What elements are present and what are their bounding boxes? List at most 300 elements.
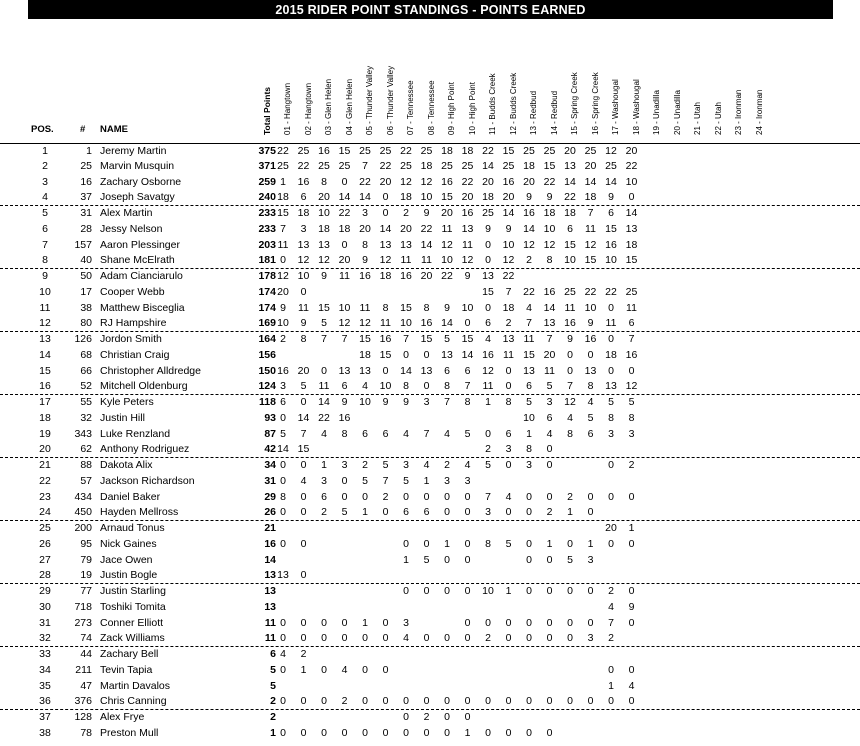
cell-round-points: 12: [359, 317, 371, 330]
cell-round-points: 16: [318, 145, 330, 157]
table-row: [0, 474, 860, 490]
cell-round-points: 0: [628, 490, 635, 503]
table-row: [0, 553, 860, 569]
cell-name: Zack Williams: [100, 632, 165, 645]
cell-round-points: 14: [502, 207, 515, 219]
cell-number: 126: [74, 333, 92, 345]
cell-round-points: 8: [444, 380, 450, 393]
cell-round-points: 25: [277, 159, 289, 172]
cell-total: 93: [264, 411, 276, 424]
cell-round-points: 7: [382, 474, 389, 487]
cell-round-points: 1: [567, 506, 573, 519]
cell-round-points: 9: [403, 396, 409, 408]
col-header-round: 11 - Budds Creek: [488, 73, 497, 135]
cell-round-points: 0: [526, 726, 532, 739]
col-header-pos: POS.: [31, 124, 54, 135]
cell-pos: 14: [39, 348, 51, 361]
cell-round-points: 0: [546, 443, 553, 456]
cell-round-points: 20: [625, 145, 638, 157]
cell-name: Zachary Bell: [100, 648, 159, 660]
cell-round-points: 22: [502, 270, 515, 282]
cell-round-points: 5: [423, 553, 430, 566]
cell-round-points: 16: [605, 238, 617, 251]
cell-round-points: 20: [564, 145, 576, 157]
cell-round-points: 0: [546, 632, 553, 645]
cell-round-points: 4: [403, 427, 409, 440]
cell-round-points: 13: [482, 270, 494, 282]
cell-round-points: 16: [564, 317, 576, 330]
cell-name: Mitchell Oldenburg: [100, 380, 188, 393]
cell-round-points: 15: [359, 333, 371, 345]
cell-round-points: 11: [400, 254, 412, 267]
cell-name: Justin Starling: [100, 585, 166, 597]
cell-round-points: 0: [526, 490, 532, 503]
cell-round-points: 14: [338, 191, 351, 204]
cell-round-points: 5: [444, 333, 450, 345]
cell-round-points: 18: [420, 159, 433, 172]
table-row: [0, 411, 860, 427]
cell-name: Cooper Webb: [100, 285, 165, 298]
table-row: [0, 537, 860, 553]
cell-round-points: 10: [338, 301, 351, 314]
cell-round-points: 7: [567, 380, 573, 393]
cell-round-points: 13: [379, 238, 392, 251]
cell-name: Jace Owen: [100, 553, 153, 566]
cell-round-points: 11: [523, 333, 535, 345]
cell-round-points: 20: [441, 207, 453, 219]
cell-round-points: 18: [338, 222, 351, 235]
cell-total: 240: [258, 191, 276, 204]
cell-round-points: 5: [464, 427, 471, 440]
col-header-num: #: [80, 124, 86, 135]
col-header-round: 06 - Thunder Valley: [385, 65, 395, 135]
cell-round-points: 0: [608, 333, 614, 345]
cell-round-points: 3: [505, 443, 512, 456]
table-row: [0, 159, 860, 175]
cell-pos: 32: [39, 632, 51, 645]
cell-pos: 15: [39, 364, 51, 377]
cell-round-points: 18: [400, 191, 412, 204]
cell-round-points: 1: [444, 537, 450, 550]
cell-round-points: 8: [526, 443, 532, 456]
cell-round-points: 0: [608, 663, 614, 676]
cell-round-points: 9: [341, 396, 348, 408]
cell-pos: 2: [42, 159, 48, 172]
col-header-round: 22 - Utah: [713, 102, 723, 135]
cell-pos: 1: [42, 145, 48, 157]
cell-number: 37: [80, 191, 92, 204]
col-header-round: 23 - Ironman: [734, 89, 743, 135]
cell-round-points: 25: [523, 145, 535, 157]
cell-number: 718: [74, 600, 92, 613]
cell-round-points: 2: [382, 490, 389, 503]
cell-round-points: 22: [400, 145, 412, 157]
cell-round-points: 0: [505, 632, 512, 645]
cell-round-points: 0: [362, 632, 368, 645]
cell-round-points: 0: [280, 459, 286, 471]
cell-total: 164: [258, 333, 276, 345]
cell-round-points: 9: [300, 317, 307, 330]
cell-round-points: 11: [298, 301, 309, 314]
cell-number: 19: [80, 569, 92, 582]
cell-number: 434: [74, 490, 92, 503]
cell-round-points: 4: [587, 396, 594, 408]
cell-round-points: 5: [505, 537, 512, 550]
cell-round-points: 0: [280, 663, 286, 676]
cell-round-points: 25: [338, 159, 351, 172]
cell-round-points: 13: [543, 317, 556, 330]
cell-total: 31: [264, 474, 276, 487]
cell-round-points: 1: [300, 663, 307, 676]
cell-round-points: 20: [277, 285, 289, 298]
cell-name: Hayden Mellross: [100, 506, 179, 519]
cell-round-points: 1: [485, 396, 491, 408]
cell-round-points: 1: [464, 726, 471, 739]
cell-round-points: 20: [543, 348, 556, 361]
cell-round-points: 12: [441, 238, 453, 251]
cell-round-points: 6: [567, 222, 573, 235]
cell-name: Alex Frye: [100, 711, 145, 723]
cell-round-points: 0: [567, 616, 573, 629]
cell-round-points: 12: [523, 238, 535, 251]
cell-round-points: 15: [461, 333, 474, 345]
cell-round-points: 0: [300, 726, 307, 739]
cell-round-points: 14: [605, 175, 617, 188]
cell-round-points: 4: [608, 600, 614, 613]
cell-round-points: 4: [341, 663, 348, 676]
cell-round-points: 7: [485, 490, 491, 503]
cell-pos: 31: [39, 616, 51, 629]
cell-round-points: 16: [338, 411, 351, 424]
cell-round-points: 0: [423, 380, 430, 393]
cell-round-points: 0: [280, 537, 286, 550]
cell-round-points: 0: [546, 553, 553, 566]
cell-round-points: 7: [608, 616, 614, 629]
cell-round-points: 8: [321, 175, 327, 188]
cell-round-points: 5: [485, 459, 491, 471]
col-header-round: 05 - Thunder Valley: [365, 65, 374, 135]
cell-round-points: 20: [379, 175, 392, 188]
cell-name: Toshiki Tomita: [100, 600, 166, 613]
cell-total: 11: [264, 632, 276, 645]
cell-total: 203: [258, 238, 276, 251]
cell-round-points: 0: [587, 348, 594, 361]
cell-round-points: 9: [321, 270, 327, 282]
cell-name: Jeremy Martin: [100, 145, 167, 157]
table-row: [0, 726, 860, 742]
cell-round-points: 22: [461, 175, 474, 188]
cell-round-points: 22: [338, 207, 351, 219]
cell-round-points: 0: [321, 695, 327, 708]
cell-round-points: 8: [382, 301, 389, 314]
cell-number: 62: [80, 443, 92, 456]
cell-round-points: 6: [444, 364, 450, 377]
cell-round-points: 0: [382, 207, 389, 219]
col-header-round: 13 - Redbud: [529, 90, 538, 135]
table-row: [0, 190, 860, 206]
cell-name: Shane McElrath: [100, 254, 175, 267]
cell-round-points: 10: [379, 380, 392, 393]
cell-round-points: 4: [505, 490, 512, 503]
cell-number: 17: [80, 285, 92, 298]
col-header-round: 07 - Tennessee: [406, 80, 415, 135]
cell-round-points: 0: [485, 301, 491, 314]
cell-round-points: 0: [341, 474, 348, 487]
cell-round-points: 13: [420, 364, 433, 377]
cell-round-points: 13: [564, 159, 576, 172]
cell-round-points: 13: [584, 364, 597, 377]
cell-round-points: 0: [423, 726, 430, 739]
cell-round-points: 0: [485, 616, 491, 629]
cell-round-points: 0: [505, 380, 512, 393]
cell-pos: 34: [39, 663, 51, 676]
cell-round-points: 13: [277, 569, 289, 582]
cell-round-points: 6: [526, 380, 532, 393]
cell-total: 29: [264, 490, 276, 503]
cell-round-points: 0: [464, 695, 471, 708]
cell-round-points: 0: [546, 726, 553, 739]
cell-round-points: 25: [502, 159, 515, 172]
table-row: [0, 285, 860, 301]
cell-round-points: 3: [628, 427, 635, 440]
cell-round-points: 16: [420, 317, 433, 330]
cell-round-points: 18: [605, 348, 617, 361]
cell-round-points: 0: [567, 632, 573, 645]
cell-round-points: 1: [362, 506, 368, 519]
cell-round-points: 6: [423, 506, 430, 519]
cell-round-points: 5: [300, 380, 307, 393]
cell-total: 34: [264, 459, 276, 471]
cell-round-points: 0: [382, 506, 389, 519]
cell-number: 57: [80, 474, 92, 487]
cell-round-points: 14: [584, 175, 597, 188]
cell-round-points: 14: [523, 222, 535, 235]
cell-round-points: 13: [523, 364, 535, 377]
cell-round-points: 0: [280, 411, 286, 424]
cell-round-points: 7: [321, 333, 327, 345]
cell-round-points: 0: [444, 506, 450, 519]
cell-name: RJ Hampshire: [100, 317, 167, 330]
cell-round-points: 7: [403, 333, 409, 345]
cell-round-points: 8: [587, 380, 594, 393]
table-row: [0, 521, 860, 537]
cell-round-points: 0: [300, 396, 307, 408]
cell-round-points: 0: [485, 695, 491, 708]
cell-round-points: 11: [462, 238, 473, 251]
cell-round-points: 0: [444, 711, 450, 723]
cell-name: Christian Craig: [100, 348, 170, 361]
cell-round-points: 5: [546, 380, 553, 393]
cell-round-points: 0: [444, 632, 450, 645]
cell-round-points: 12: [543, 238, 556, 251]
cell-round-points: 2: [608, 632, 614, 645]
col-header-total: Total Points: [262, 86, 272, 135]
cell-round-points: 0: [464, 537, 471, 550]
cell-round-points: 0: [423, 585, 430, 597]
cell-round-points: 0: [300, 632, 307, 645]
cell-round-points: 20: [605, 522, 617, 534]
cell-round-points: 10: [441, 254, 453, 267]
cell-round-points: 11: [277, 238, 289, 251]
cell-round-points: 2: [485, 632, 491, 645]
cell-round-points: 0: [628, 191, 635, 204]
cell-round-points: 12: [502, 254, 515, 267]
cell-round-points: 5: [628, 396, 635, 408]
cell-number: 376: [74, 695, 92, 708]
cell-round-points: 0: [444, 553, 450, 566]
cell-round-points: 18: [482, 191, 494, 204]
cell-round-points: 2: [608, 585, 614, 597]
cell-round-points: 3: [300, 222, 307, 235]
col-header-round: 03 - Glen Helen: [324, 78, 333, 135]
cell-round-points: 11: [503, 348, 514, 361]
cell-round-points: 20: [338, 254, 351, 267]
table-row: [0, 710, 860, 726]
cell-round-points: 0: [464, 317, 471, 330]
cell-pos: 4: [42, 191, 48, 204]
cell-round-points: 3: [546, 396, 553, 408]
cell-pos: 12: [39, 317, 51, 330]
cell-name: Preston Mull: [100, 726, 159, 739]
cell-round-points: 0: [505, 726, 512, 739]
table-row: [0, 427, 860, 443]
cell-total: 6: [270, 648, 276, 660]
cell-total: 375: [258, 145, 276, 157]
cell-round-points: 0: [608, 537, 614, 550]
cell-round-points: 11: [564, 301, 576, 314]
cell-round-points: 8: [567, 427, 573, 440]
col-header-name: NAME: [100, 124, 128, 135]
cell-round-points: 2: [362, 459, 368, 471]
cell-name: Marvin Musquin: [100, 159, 175, 172]
cell-round-points: 3: [608, 427, 614, 440]
cell-total: 169: [258, 317, 276, 330]
cell-round-points: 25: [482, 207, 494, 219]
cell-round-points: 15: [605, 222, 617, 235]
cell-round-points: 0: [464, 553, 471, 566]
cell-round-points: 25: [420, 145, 433, 157]
cell-round-points: 13: [625, 222, 638, 235]
cell-round-points: 0: [300, 616, 307, 629]
cell-round-points: 9: [587, 317, 594, 330]
cell-round-points: 22: [584, 285, 597, 298]
cell-round-points: 8: [485, 537, 491, 550]
cell-round-points: 13: [605, 380, 617, 393]
table-row: [0, 348, 860, 364]
cell-round-points: 10: [420, 191, 433, 204]
cell-total: 5: [270, 679, 276, 692]
cell-round-points: 22: [318, 411, 330, 424]
cell-round-points: 0: [280, 616, 286, 629]
cell-round-points: 25: [297, 145, 310, 157]
cell-round-points: 0: [382, 364, 389, 377]
cell-round-points: 18: [318, 222, 330, 235]
cell-round-points: 14: [441, 317, 453, 330]
cell-pos: 9: [42, 270, 48, 282]
cell-round-points: 6: [628, 317, 635, 330]
cell-round-points: 9: [382, 396, 389, 408]
cell-round-points: 12: [605, 145, 617, 157]
col-header-round: 01 - Hangtown: [283, 82, 292, 135]
table-row: [0, 694, 860, 710]
cell-round-points: 0: [464, 585, 471, 597]
cell-round-points: 20: [400, 222, 412, 235]
cell-round-points: 4: [485, 333, 491, 345]
cell-round-points: 9: [280, 301, 286, 314]
cell-round-points: 0: [362, 695, 368, 708]
cell-pos: 28: [39, 569, 51, 582]
table-row: [0, 631, 860, 647]
cell-total: 156: [258, 348, 276, 361]
cell-round-points: 4: [300, 474, 307, 487]
cell-round-points: 0: [444, 695, 450, 708]
table-row: [0, 143, 860, 159]
cell-round-points: 6: [485, 317, 491, 330]
cell-round-points: 14: [625, 207, 638, 219]
cell-number: 343: [74, 427, 92, 440]
cell-total: 26: [264, 506, 276, 519]
cell-round-points: 15: [400, 301, 412, 314]
cell-round-points: 25: [359, 145, 371, 157]
cell-round-points: 7: [587, 207, 594, 219]
cell-total: 178: [258, 270, 276, 282]
cell-round-points: 4: [546, 427, 553, 440]
cell-pos: 30: [39, 600, 51, 613]
cell-total: 174: [258, 301, 276, 314]
cell-name: Martin Davalos: [100, 679, 171, 692]
cell-round-points: 0: [280, 632, 286, 645]
cell-round-points: 4: [321, 427, 327, 440]
cell-name: Alex Martin: [100, 207, 153, 219]
cell-round-points: 18: [379, 270, 392, 282]
cell-name: Justin Bogle: [100, 569, 158, 582]
cell-round-points: 10: [625, 175, 638, 188]
cell-round-points: 12: [400, 175, 412, 188]
cell-round-points: 16: [277, 364, 289, 377]
cell-round-points: 0: [280, 726, 286, 739]
col-header-round: 16 - Spring Creek: [590, 72, 600, 135]
cell-round-points: 16: [297, 175, 310, 188]
cell-round-points: 0: [300, 459, 307, 471]
cell-round-points: 0: [546, 585, 553, 597]
cell-round-points: 1: [526, 427, 532, 440]
cell-round-points: 13: [318, 238, 330, 251]
cell-round-points: 4: [628, 679, 635, 692]
cell-pos: 18: [39, 411, 51, 424]
cell-round-points: 4: [464, 459, 471, 471]
cell-number: 273: [74, 616, 92, 629]
cell-round-points: 8: [628, 411, 635, 424]
cell-round-points: 3: [280, 380, 286, 393]
cell-round-points: 0: [444, 490, 450, 503]
cell-round-points: 5: [362, 474, 368, 487]
cell-round-points: 0: [464, 490, 471, 503]
cell-round-points: 0: [423, 348, 430, 361]
cell-total: 21: [264, 522, 276, 534]
cell-round-points: 25: [379, 145, 392, 157]
cell-round-points: 0: [546, 490, 553, 503]
cell-name: Nick Gaines: [100, 537, 157, 550]
cell-round-points: 3: [485, 506, 491, 519]
table-row: [0, 222, 860, 238]
cell-round-points: 0: [526, 632, 532, 645]
cell-round-points: 0: [505, 459, 512, 471]
cell-name: Conner Elliott: [100, 616, 164, 629]
cell-round-points: 3: [403, 616, 409, 629]
table-row: [0, 332, 860, 348]
cell-name: Adam Cianciarulo: [100, 270, 183, 282]
cell-round-points: 6: [403, 506, 409, 519]
